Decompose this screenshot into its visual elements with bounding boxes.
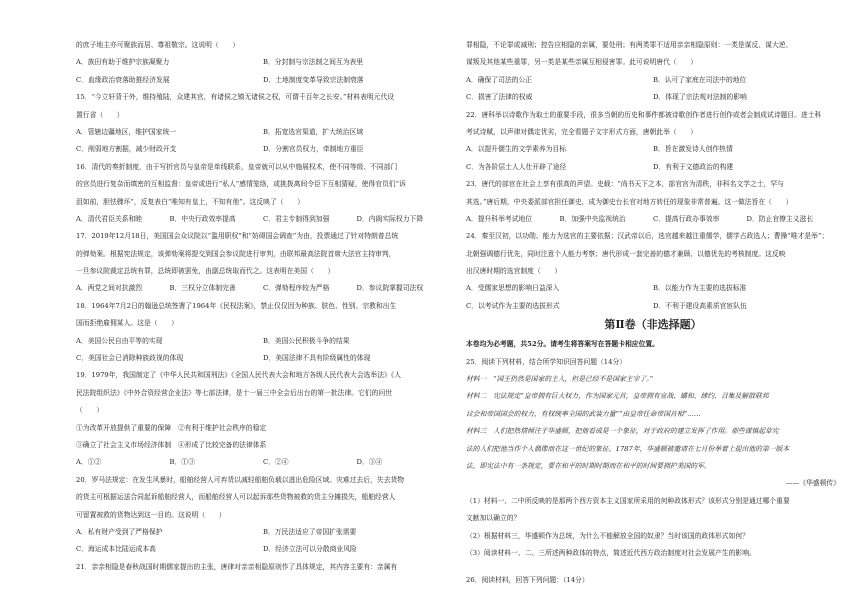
answer-option[interactable]: B．三权分立体制完善: [169, 284, 236, 293]
question-text-line: 23．唐代的部官在社会上享有很高的声望。史载：“尚书天下之本，部官宫为清秩，非科名文学之士，罕与: [466, 180, 784, 189]
answer-option[interactable]: B．美国公民积极斗争的结果: [263, 336, 350, 345]
question-text-line: 15．“今立轩背于外，维持殖陆，众建其官，有诸侯之镇无诸侯之权，可谓千百年之长安。”材料表明元代设: [76, 93, 395, 102]
question-text-line: 22．唐科举以诗歌作为取士的重要手段，很多当朝的历史和事件都被诗歌创作者进行创作或者会制成试诗题目。进士科: [466, 110, 822, 119]
q25-subquestion: 文献加以确立的？: [466, 514, 521, 523]
answer-option[interactable]: D．美国法律不具有阶级属性的体现: [263, 354, 371, 363]
section-title: 第Ⅱ卷（非选择题）: [604, 318, 702, 332]
answer-options: [76, 283, 450, 294]
question-text-line: 北朝强调德行优先，同时注意个人能力考察；唐代形成一套完善的德才兼顾、以德优先的考核制度。这反映: [466, 249, 786, 258]
answer-options: [76, 57, 450, 68]
answer-options: [76, 353, 450, 364]
answer-option[interactable]: C．提高行政办事效率: [653, 214, 720, 223]
q25-material-line: 议会和帝国国会的权力，有权统率全国的武装力量”“由皇帝任命帝国首相”……: [466, 409, 701, 418]
answer-option[interactable]: D．不利于建设高素质官宦队伍: [653, 301, 747, 310]
question-text-line: 的官员进行复杂而缜密的互相监督：皇帝或进行“私人”感情笼络，或挑拨离间令臣下互相猜疑，使得官员们“诉: [76, 180, 406, 189]
question-text-line: 24．秦至汉初，以功勋、能力为选官的主要依据；汉武帝以后，选官越来越注重儒学，儒学占政选人；曹操“唯才是举”；: [466, 232, 829, 241]
answer-option[interactable]: A．族田有助于维护宗族凝聚力: [76, 58, 170, 67]
answer-option[interactable]: B．拓宽选官渠道，扩大统治区域: [263, 127, 364, 136]
answer-option[interactable]: D．参议院掌握司法权: [356, 284, 424, 293]
question-text-line: 18．1964年7月2日的翰逊总统签署了1964年《民权法案》，禁止仅仅因为种族、肤色、性别、宗教和出生: [76, 301, 397, 310]
question-text-line: 考试诗赋，以声律对偶定优劣，完全看题子文字形式方面，唐朝此举（ ）: [466, 127, 698, 136]
answer-option[interactable]: A．私有财产受到了严格保护: [76, 527, 163, 536]
question-text-line: 其选。”唐后期，中央委派部官担任御史，成为御史台长官对地方转任的现象非常普遍。这一做法旨在（ ）: [466, 197, 793, 206]
answer-options: [76, 457, 450, 468]
answer-option[interactable]: D．经济立法可以分散商业风险: [263, 545, 357, 554]
answer-options: [76, 214, 450, 225]
answer-option[interactable]: B．以能力作为主要的选拔标准: [653, 284, 747, 293]
answer-option[interactable]: A．清代君臣关系和睦: [76, 214, 143, 223]
right-column: [466, 40, 840, 593]
question-text-line: 的货主可根据运送合同起诉船舶经营人，而船舶经营人可以起诉那些货物被救的货主分摊损失，船舶经营人: [76, 493, 396, 502]
answer-options: [466, 301, 840, 312]
answer-option[interactable]: B．加强中央监视统治: [559, 214, 626, 223]
answer-option[interactable]: D．有利于文德政治的构建: [653, 162, 734, 171]
answer-option[interactable]: C．美国社会已消除种族歧视的体现: [76, 354, 184, 363]
answer-option[interactable]: C．以考试作为主要的选拔形式: [466, 301, 560, 310]
answer-option[interactable]: C．②④: [263, 458, 289, 467]
answer-options: [76, 127, 450, 138]
question-text-line: ③确立了社会主义市场经济体制 ④形成了比较完备的法律体系: [76, 440, 267, 449]
answer-option[interactable]: B．分封制与宗法制之间互为表里: [263, 58, 364, 67]
question-text-line: 17．2019年12月18日，美国国会众议院以“滥用职权”和“妨碍国会调查”为由，投票通过了针对特朗普总统: [76, 232, 399, 241]
answer-options: [76, 144, 450, 155]
answer-options: [466, 283, 840, 294]
question-text-line: 的弹劾案。根据宪法规定，该弹劾案将提交到国会参议院进行审判，由联邦最高法院首席大法官主持审判，: [76, 249, 396, 258]
q25-material-line: 法，即宪法中有一条规定，要在和平的时期时期而在和平的时间要拥护美国的军。: [466, 461, 711, 470]
answer-options: [466, 92, 840, 103]
question-text-line: 一旦参议院裁定总统有罪，总统即被罢免，由副总统取而代之。这表明在美国（ ）: [76, 267, 335, 276]
answer-option[interactable]: B．①③: [169, 458, 195, 467]
question-text-line: 21．亲亲相隐是春秋战国时期儒家提出的主张，唐律对亲亲相隐原则作了具体规定，其内容主要有：亲属有: [76, 562, 398, 571]
question-text-line: 出汉唐时期的选官制度（ ）: [466, 267, 562, 276]
answer-option[interactable]: B．万民法适应了帝国扩张需要: [263, 527, 357, 536]
question-text-line: 16．清代的奏折制度，由于写折官员与皇帝是单线联系，皇帝就可以从中施展权术，使不同等级、不同部门: [76, 162, 398, 171]
answer-options: [76, 336, 450, 347]
answer-option[interactable]: C．血缘政治衰落助推经济发展: [76, 75, 170, 84]
question-text-line: 20．罗马法规定：在发生风暴时，船舶经营人可弃货以减轻船舶负载以逃出危险区域。灾难过去后，失去货物: [76, 475, 405, 484]
answer-options: [76, 527, 450, 538]
q25-material-line: 材料三 人们把热情倾注于华盛顿，把他看成是一个象征，对于政府的建立发挥了作用。那些谨慎起草宪: [466, 427, 779, 436]
answer-option[interactable]: A．确保了司法的公正: [466, 75, 533, 84]
answer-option[interactable]: C．君主专制得到加强: [263, 214, 330, 223]
question-text-line: 的庶子地主亦可聚族而居、尊祖敬宗。这说明（ ）: [76, 41, 240, 49]
question-text-line: （ ）: [76, 406, 104, 415]
answer-option[interactable]: D．防止官僚主义滋长: [746, 214, 814, 223]
answer-options: [466, 75, 840, 86]
question-text-line: 国而拒绝雇佣某人。这是（ ）: [76, 319, 178, 328]
answer-option[interactable]: A．①②: [76, 458, 102, 467]
answer-option[interactable]: A．以提升儒生的文学素养为目标: [466, 145, 567, 154]
q26-stem: 26．阅读材料，回答下列问题：（14分）: [466, 576, 589, 585]
q25-subquestion: （1）材料一、二中所反映的是那两个西方资本主义国家所采用的何种政体形式？该形式分别是通过哪个重要: [466, 496, 790, 505]
q25-material-line: 材料二 宪法规定“皇帝拥有巨大权力，作为国家元首，皇帝拥有宣战、媾和、缔约、召集及解散联邦: [466, 392, 769, 401]
answer-options: [76, 75, 450, 86]
q25-subquestion: （3）阅读材料一、二、三所述两种政体的特点，简述近代西方政治制度对社会发展产生的影响。: [466, 548, 756, 557]
answer-option[interactable]: D．内阁实际权力下降: [356, 214, 424, 223]
question-text-line: 罪相隐，不论罪或减刑；控告应相隐的亲属，要处刑；有两类罪不适用亲亲相隐原则：一类是谋反、谋大逆、: [466, 41, 793, 49]
question-text-line: 谋叛及其他某些重罪，另一类是某些亲属互相侵害罪。此可说明唐代（ ）: [466, 58, 698, 67]
question-text-line: 沮如前，胆怯骤坏”，反复表白“唯知有皇上，不知有他”。这反映了（ ）: [76, 197, 304, 206]
question-text-line: 置行省（ ）: [76, 110, 124, 119]
question-text-line: 可留置被救的货物达到这一目的。这说明（ ）: [76, 510, 226, 519]
answer-option[interactable]: A．提升科举考试地位: [466, 214, 533, 223]
q25-subquestion: （2）根据材料三，华盛顿作为总统，为什么不能解放全国的奴隶？当时该国的政体形式如何？: [466, 531, 749, 540]
answer-option[interactable]: A．管辖边疆地区，维护国家统一: [76, 127, 177, 136]
answer-option[interactable]: C．弹劾程序较为严格: [263, 284, 330, 293]
answer-options: [466, 214, 840, 225]
answer-option[interactable]: D．③④: [356, 458, 383, 467]
answer-options: [76, 544, 450, 555]
q25-material-line: 材料一 “国王仍然是国家的主人，但是已经不是国家主宰了。”: [466, 375, 654, 384]
answer-option[interactable]: C．损害了法律的权威: [466, 93, 533, 102]
q25-stem: 25．阅读下列材料，结合所学知识回答问题（14分）: [466, 357, 627, 366]
answer-option[interactable]: C．为各阶层士人人仕开辟了途径: [466, 162, 567, 171]
answer-options: [466, 162, 840, 173]
answer-option[interactable]: A．受儒家思想的影响日益深入: [466, 284, 560, 293]
answer-option[interactable]: B．中央行政效率提高: [169, 214, 236, 223]
answer-option[interactable]: B．旨在激发诗人创作热情: [653, 145, 733, 154]
answer-option[interactable]: C．海运成本比陆运成本高: [76, 545, 156, 554]
question-text-line: 19．1979年，我国制定了《中华人民共和国刑法》《全国人民代表大会和地方各级人民代表大会选举法》《人: [76, 371, 402, 380]
section-instruction: 本卷均为必考题，共52分。请考生将答案写在答题卡相应位置。: [466, 340, 659, 349]
answer-option[interactable]: A．美国公民自由平等的实现: [76, 336, 163, 345]
left-column: [76, 40, 450, 579]
question-text-line: ①为改革开放提供了重要的保障 ②有利于维护社会秩序的稳定: [76, 423, 267, 432]
answer-options: [466, 144, 840, 155]
answer-option[interactable]: B．认可了家庭在司法中的地位: [653, 75, 747, 84]
answer-option[interactable]: C．削弱地方割据，减少财政开支: [76, 145, 177, 154]
answer-option[interactable]: D．分割官员权力，牵制地方重臣: [263, 145, 364, 154]
q25-material-line: 法的人们把他当作个人偶像而在这一世纪的象征。1787年，华盛顿被邀请在七月份举着上提出他的第一版本: [466, 444, 790, 453]
answer-option[interactable]: A．两党之间对抗激烈: [76, 284, 143, 293]
answer-option[interactable]: D．土地制度变革导致宗法制衰落: [263, 75, 364, 84]
q25-source: ——《华盛顿传》: [785, 479, 840, 488]
answer-option[interactable]: D．体现了宗法观对法制的影响: [653, 93, 747, 102]
question-text-line: 民法院组织法》《中外合资经营企业法》等七部法律，是十一届三中全会后出台的第一批法律。它们的问世: [76, 388, 393, 397]
